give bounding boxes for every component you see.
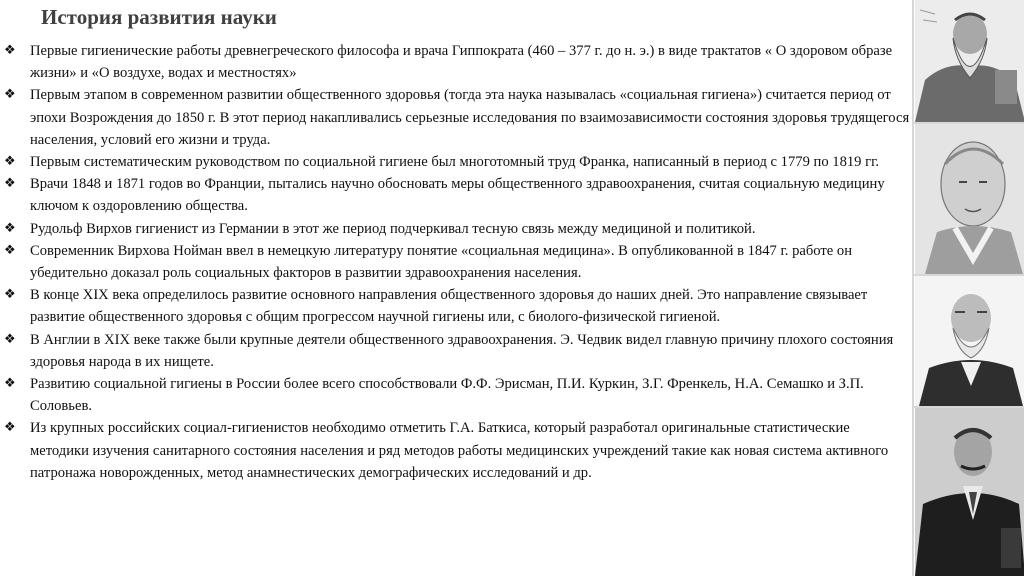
slide-title: История развития науки — [41, 5, 277, 29]
bullet-diamond-icon: ❖ — [4, 242, 16, 258]
portrait-hippocrates-image — [914, 0, 1024, 122]
bullet-diamond-icon: ❖ — [4, 220, 16, 236]
bullet-diamond-icon: ❖ — [4, 87, 16, 103]
bullet-item — [4, 40, 912, 84]
portrait-erisman-image — [914, 408, 1024, 576]
bullet-diamond-icon: ❖ — [4, 176, 16, 192]
bullet-text: Первые гигиенические работы древнегреческого философа и врача Гиппократа (460 – 377 г. до н. э.) в виде трактатов « О здоровом образе жизни» и «О воздухе, водах и местностях» — [30, 43, 893, 82]
bullet-text: Современник Вирхова Нойман ввел в немецкую литературу понятие «социальная медицина». В опубликованной в 1847 г. работе он убедительно доказал роль социальных факторов в развитии здравоохранения населения. — [30, 242, 853, 282]
portrait-virchow-image — [914, 276, 1024, 406]
bullet-item — [4, 373, 912, 417]
bullet-item — [4, 218, 912, 240]
bullet-item — [4, 284, 912, 328]
bullet-text: Врачи 1848 и 1871 годов во Франции, пытались научно обосновать меры общественного здравоохранения, считая социальную медицину ключом к оздоровлению общества. — [30, 176, 885, 215]
bullet-item — [4, 417, 912, 484]
bullet-text: Развитию социальной гигиены в России более всего способствовали Ф.Ф. Эрисман, П.И. Куркин, З.Г. Френкель, Н.А. Семашко и З.П. Соловьев. — [30, 376, 864, 415]
bullet-item — [4, 173, 912, 217]
bullet-text: В конце XIX века определилось развитие основного направления общественного здоровья до наших дней. Это направление связывает развитие общественного здоровья с общим прогрессом научной гигиены или, с биолого-физической гигиеной. — [30, 287, 868, 326]
bullet-diamond-icon: ❖ — [4, 287, 16, 303]
bullet-list — [4, 40, 912, 484]
bullet-diamond-icon: ❖ — [4, 154, 16, 170]
portrait-frank-image — [914, 124, 1024, 274]
bullet-diamond-icon: ❖ — [4, 43, 16, 58]
bullet-item — [4, 151, 912, 173]
portrait-column — [912, 0, 1024, 576]
bullet-diamond-icon: ❖ — [4, 420, 16, 436]
bullet-text: Первым систематическим руководством по социальной гигиене был многотомный труд Франка, написанный в период с 1779 по 1819 гг. — [30, 154, 880, 171]
bullet-item — [4, 240, 912, 284]
bullet-item — [4, 329, 912, 373]
bullet-text: Из крупных российских социал-гигиенистов необходимо отметить Г.А. Баткиса, который разработал оригинальные статистические методики изучения санитарного состояния населения и ряд методов работы медицинских учреждений такие как новая система активного патронажа новорожденных, метод анамнестических демографических исследований и др. — [30, 420, 889, 481]
bullet-text: Первым этапом в современном развитии общественного здоровья (тогда эта наука называлась «социальная гигиена») считается период от эпохи Возрождения до 1850 г. В этот период накапливались серьезные исследования по взаимозависимости состояния здоровья трудящегося населения, условий его жизни и труда. — [30, 87, 910, 148]
bullet-text: В Англии в XIX веке также были крупные деятели общественного здравоохранения. Э. Чедвик видел главную причину плохого состояния здоровья народа в их нищете. — [30, 331, 894, 370]
bullet-diamond-icon: ❖ — [4, 331, 16, 347]
bullet-text: Рудольф Вирхов гигиенист из Германии в этот же период подчеркивал тесную связь между медициной и политикой. — [30, 220, 756, 237]
bullet-diamond-icon: ❖ — [4, 376, 16, 392]
bullet-item — [4, 84, 912, 151]
